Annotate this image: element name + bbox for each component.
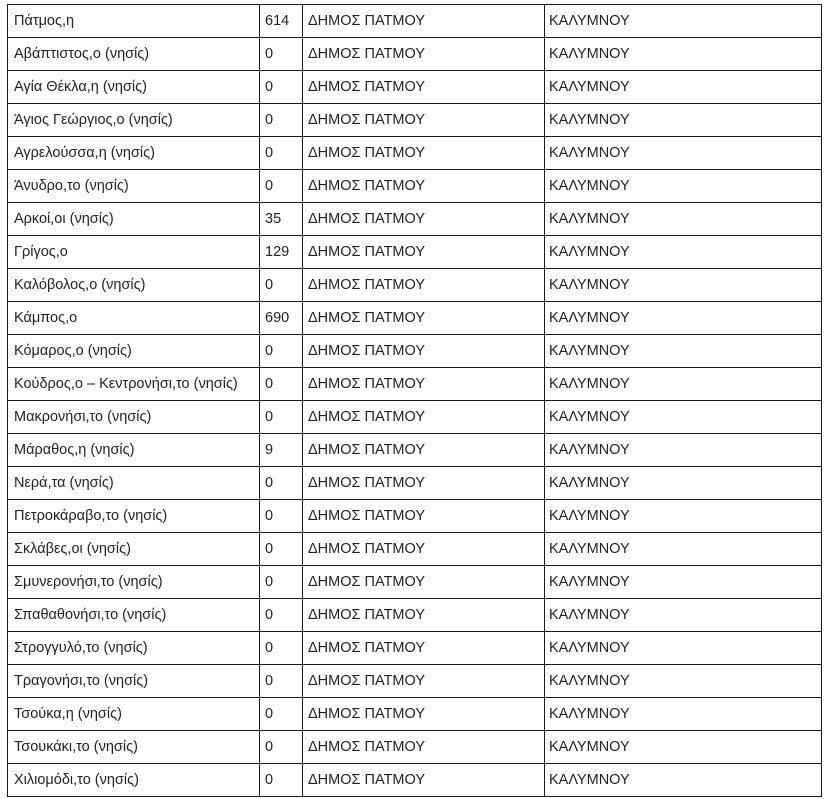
settlement-name-cell: Αβάπτιστος,ο (νησίς) bbox=[8, 38, 260, 71]
population-cell: 129 bbox=[260, 236, 303, 269]
population-cell: 0 bbox=[260, 566, 303, 599]
settlement-name-cell: Αγία Θέκλα,η (νησίς) bbox=[8, 71, 260, 104]
table-row bbox=[8, 533, 822, 566]
regional-unit-cell: ΚΑΛΥΜΝΟΥ bbox=[545, 269, 822, 302]
municipality-cell: ΔΗΜΟΣ ΠΑΤΜΟΥ bbox=[303, 665, 545, 698]
municipality-cell: ΔΗΜΟΣ ΠΑΤΜΟΥ bbox=[303, 500, 545, 533]
table-row bbox=[8, 467, 822, 500]
table-row bbox=[8, 335, 822, 368]
population-cell: 0 bbox=[260, 632, 303, 665]
settlements-table bbox=[7, 4, 822, 797]
table-row bbox=[8, 38, 822, 71]
municipality-cell: ΔΗΜΟΣ ΠΑΤΜΟΥ bbox=[303, 203, 545, 236]
regional-unit-cell: ΚΑΛΥΜΝΟΥ bbox=[545, 566, 822, 599]
table-row bbox=[8, 401, 822, 434]
municipality-cell: ΔΗΜΟΣ ΠΑΤΜΟΥ bbox=[303, 236, 545, 269]
regional-unit-cell: ΚΑΛΥΜΝΟΥ bbox=[545, 170, 822, 203]
regional-unit-cell: ΚΑΛΥΜΝΟΥ bbox=[545, 665, 822, 698]
population-cell: 0 bbox=[260, 38, 303, 71]
settlement-name-cell: Χιλιομόδι,το (νησίς) bbox=[8, 764, 260, 797]
regional-unit-cell: ΚΑΛΥΜΝΟΥ bbox=[545, 368, 822, 401]
table-row bbox=[8, 368, 822, 401]
municipality-cell: ΔΗΜΟΣ ΠΑΤΜΟΥ bbox=[303, 731, 545, 764]
table-row bbox=[8, 764, 822, 797]
settlement-name-cell: Πετροκάραβο,το (νησίς) bbox=[8, 500, 260, 533]
settlement-name-cell: Αγρελούσσα,η (νησίς) bbox=[8, 137, 260, 170]
municipality-cell: ΔΗΜΟΣ ΠΑΤΜΟΥ bbox=[303, 434, 545, 467]
settlement-name-cell: Τραγονήσι,το (νησίς) bbox=[8, 665, 260, 698]
regional-unit-cell: ΚΑΛΥΜΝΟΥ bbox=[545, 467, 822, 500]
municipality-cell: ΔΗΜΟΣ ΠΑΤΜΟΥ bbox=[303, 764, 545, 797]
population-cell: 0 bbox=[260, 104, 303, 137]
population-cell: 614 bbox=[260, 5, 303, 38]
municipality-cell: ΔΗΜΟΣ ΠΑΤΜΟΥ bbox=[303, 467, 545, 500]
municipality-cell: ΔΗΜΟΣ ΠΑΤΜΟΥ bbox=[303, 335, 545, 368]
regional-unit-cell: ΚΑΛΥΜΝΟΥ bbox=[545, 599, 822, 632]
table-row bbox=[8, 566, 822, 599]
settlement-name-cell: Αρκοί,οι (νησίς) bbox=[8, 203, 260, 236]
table-row bbox=[8, 599, 822, 632]
municipality-cell: ΔΗΜΟΣ ΠΑΤΜΟΥ bbox=[303, 698, 545, 731]
municipality-cell: ΔΗΜΟΣ ΠΑΤΜΟΥ bbox=[303, 137, 545, 170]
population-cell: 35 bbox=[260, 203, 303, 236]
municipality-cell: ΔΗΜΟΣ ΠΑΤΜΟΥ bbox=[303, 302, 545, 335]
municipality-cell: ΔΗΜΟΣ ΠΑΤΜΟΥ bbox=[303, 632, 545, 665]
settlement-name-cell: Άνυδρο,το (νησίς) bbox=[8, 170, 260, 203]
municipality-cell: ΔΗΜΟΣ ΠΑΤΜΟΥ bbox=[303, 5, 545, 38]
table-row bbox=[8, 203, 822, 236]
regional-unit-cell: ΚΑΛΥΜΝΟΥ bbox=[545, 401, 822, 434]
table-row bbox=[8, 137, 822, 170]
table-row bbox=[8, 71, 822, 104]
municipality-cell: ΔΗΜΟΣ ΠΑΤΜΟΥ bbox=[303, 104, 545, 137]
table-row bbox=[8, 665, 822, 698]
population-cell: 0 bbox=[260, 368, 303, 401]
table-row bbox=[8, 269, 822, 302]
municipality-cell: ΔΗΜΟΣ ΠΑΤΜΟΥ bbox=[303, 368, 545, 401]
regional-unit-cell: ΚΑΛΥΜΝΟΥ bbox=[545, 632, 822, 665]
regional-unit-cell: ΚΑΛΥΜΝΟΥ bbox=[545, 764, 822, 797]
regional-unit-cell: ΚΑΛΥΜΝΟΥ bbox=[545, 38, 822, 71]
settlement-name-cell: Γρίγος,ο bbox=[8, 236, 260, 269]
settlement-name-cell: Νερά,τα (νησίς) bbox=[8, 467, 260, 500]
settlement-name-cell: Σμυνερονήσι,το (νησίς) bbox=[8, 566, 260, 599]
population-cell: 0 bbox=[260, 170, 303, 203]
regional-unit-cell: ΚΑΛΥΜΝΟΥ bbox=[545, 104, 822, 137]
table-row bbox=[8, 170, 822, 203]
municipality-cell: ΔΗΜΟΣ ΠΑΤΜΟΥ bbox=[303, 533, 545, 566]
population-cell: 0 bbox=[260, 467, 303, 500]
population-cell: 0 bbox=[260, 137, 303, 170]
population-cell: 0 bbox=[260, 500, 303, 533]
regional-unit-cell: ΚΑΛΥΜΝΟΥ bbox=[545, 698, 822, 731]
population-cell: 0 bbox=[260, 599, 303, 632]
population-cell: 0 bbox=[260, 335, 303, 368]
municipality-cell: ΔΗΜΟΣ ΠΑΤΜΟΥ bbox=[303, 269, 545, 302]
settlement-name-cell: Σπαθαθονήσι,το (νησίς) bbox=[8, 599, 260, 632]
population-cell: 690 bbox=[260, 302, 303, 335]
regional-unit-cell: ΚΑΛΥΜΝΟΥ bbox=[545, 137, 822, 170]
regional-unit-cell: ΚΑΛΥΜΝΟΥ bbox=[545, 434, 822, 467]
population-cell: 0 bbox=[260, 533, 303, 566]
regional-unit-cell: ΚΑΛΥΜΝΟΥ bbox=[545, 203, 822, 236]
municipality-cell: ΔΗΜΟΣ ΠΑΤΜΟΥ bbox=[303, 38, 545, 71]
municipality-cell: ΔΗΜΟΣ ΠΑΤΜΟΥ bbox=[303, 170, 545, 203]
table-row bbox=[8, 698, 822, 731]
regional-unit-cell: ΚΑΛΥΜΝΟΥ bbox=[545, 5, 822, 38]
table-row bbox=[8, 236, 822, 269]
regional-unit-cell: ΚΑΛΥΜΝΟΥ bbox=[545, 302, 822, 335]
population-cell: 0 bbox=[260, 731, 303, 764]
table-row bbox=[8, 500, 822, 533]
settlement-name-cell: Κούδρος,ο – Κεντρονήσι,το (νησίς) bbox=[8, 368, 260, 401]
regional-unit-cell: ΚΑΛΥΜΝΟΥ bbox=[545, 236, 822, 269]
population-cell: 0 bbox=[260, 665, 303, 698]
regional-unit-cell: ΚΑΛΥΜΝΟΥ bbox=[545, 71, 822, 104]
table-row bbox=[8, 5, 822, 38]
settlement-name-cell: Καλόβολος,ο (νησίς) bbox=[8, 269, 260, 302]
municipality-cell: ΔΗΜΟΣ ΠΑΤΜΟΥ bbox=[303, 71, 545, 104]
regional-unit-cell: ΚΑΛΥΜΝΟΥ bbox=[545, 731, 822, 764]
table-row bbox=[8, 632, 822, 665]
table-row bbox=[8, 731, 822, 764]
settlement-name-cell: Τσούκα,η (νησίς) bbox=[8, 698, 260, 731]
municipality-cell: ΔΗΜΟΣ ΠΑΤΜΟΥ bbox=[303, 566, 545, 599]
settlement-name-cell: Κόμαρος,ο (νησίς) bbox=[8, 335, 260, 368]
settlement-name-cell: Μάραθος,η (νησίς) bbox=[8, 434, 260, 467]
table-row bbox=[8, 302, 822, 335]
population-cell: 9 bbox=[260, 434, 303, 467]
regional-unit-cell: ΚΑΛΥΜΝΟΥ bbox=[545, 533, 822, 566]
municipality-cell: ΔΗΜΟΣ ΠΑΤΜΟΥ bbox=[303, 599, 545, 632]
regional-unit-cell: ΚΑΛΥΜΝΟΥ bbox=[545, 500, 822, 533]
population-cell: 0 bbox=[260, 401, 303, 434]
settlement-name-cell: Σκλάβες,οι (νησίς) bbox=[8, 533, 260, 566]
population-cell: 0 bbox=[260, 764, 303, 797]
municipality-cell: ΔΗΜΟΣ ΠΑΤΜΟΥ bbox=[303, 401, 545, 434]
settlement-name-cell: Πάτμος,η bbox=[8, 5, 260, 38]
population-cell: 0 bbox=[260, 698, 303, 731]
regional-unit-cell: ΚΑΛΥΜΝΟΥ bbox=[545, 335, 822, 368]
table-body bbox=[8, 5, 822, 797]
settlement-name-cell: Στρογγυλό,το (νησίς) bbox=[8, 632, 260, 665]
population-cell: 0 bbox=[260, 71, 303, 104]
table-row bbox=[8, 434, 822, 467]
settlement-name-cell: Κάμπος,ο bbox=[8, 302, 260, 335]
settlement-name-cell: Άγιος Γεώργιος,ο (νησίς) bbox=[8, 104, 260, 137]
table-row bbox=[8, 104, 822, 137]
population-cell: 0 bbox=[260, 269, 303, 302]
settlement-name-cell: Μακρονήσι,το (νησίς) bbox=[8, 401, 260, 434]
settlement-name-cell: Τσουκάκι,το (νησίς) bbox=[8, 731, 260, 764]
